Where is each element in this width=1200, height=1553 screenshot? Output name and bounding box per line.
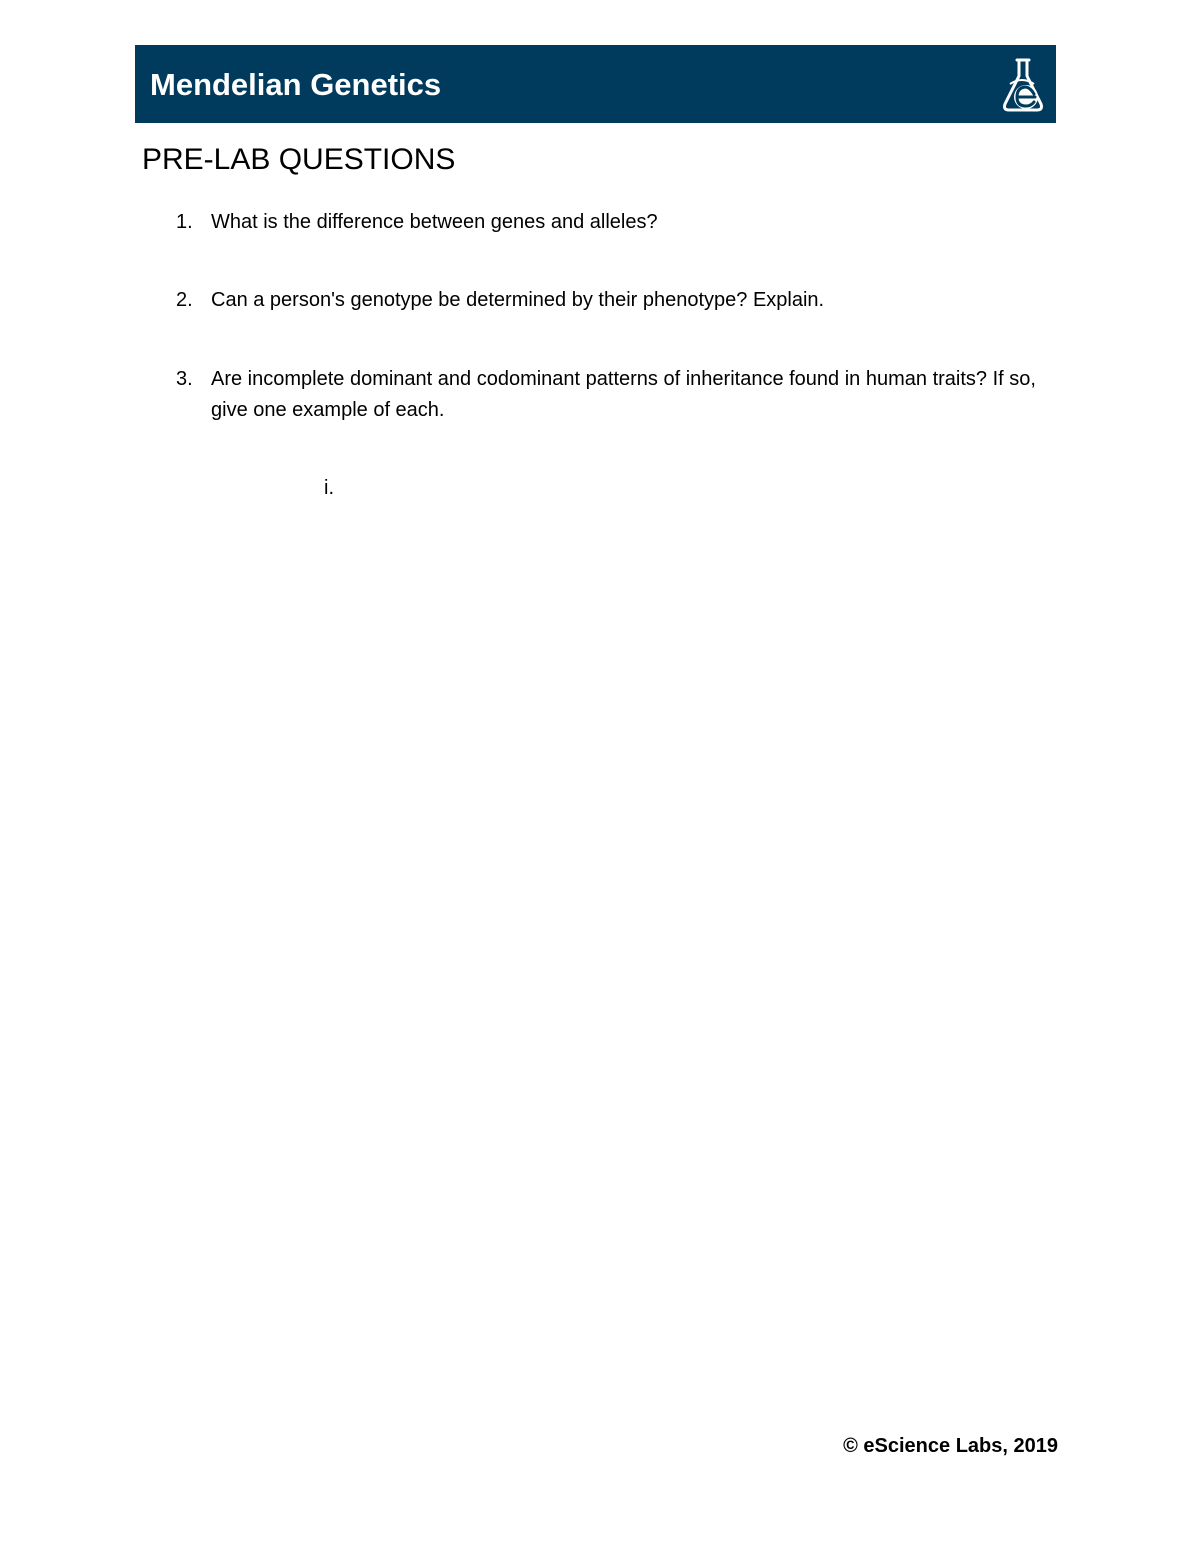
question-number: 1. <box>176 211 193 233</box>
question-item <box>176 285 1066 316</box>
question-text: Can a person's genotype be determined by their phenotype? Explain. <box>211 289 825 311</box>
question-number: 3. <box>176 368 193 390</box>
flask-e-logo-icon <box>1000 54 1046 114</box>
question-number: 2. <box>176 289 193 311</box>
question-item <box>176 364 1066 426</box>
copyright-footer: © eScience Labs, 2019 <box>843 1435 1058 1457</box>
question-item <box>176 207 1066 238</box>
section-title: PRE-LAB QUESTIONS <box>142 143 456 176</box>
question-text: Are incomplete dominant and codominant patterns of inheritance found in human traits? If so, give one example of each. <box>211 368 1036 421</box>
document-title: Mendelian Genetics <box>150 67 442 102</box>
question-text: What is the difference between genes and alleles? <box>211 211 658 233</box>
sub-item-marker: i. <box>324 477 334 499</box>
header-banner <box>135 45 1056 123</box>
